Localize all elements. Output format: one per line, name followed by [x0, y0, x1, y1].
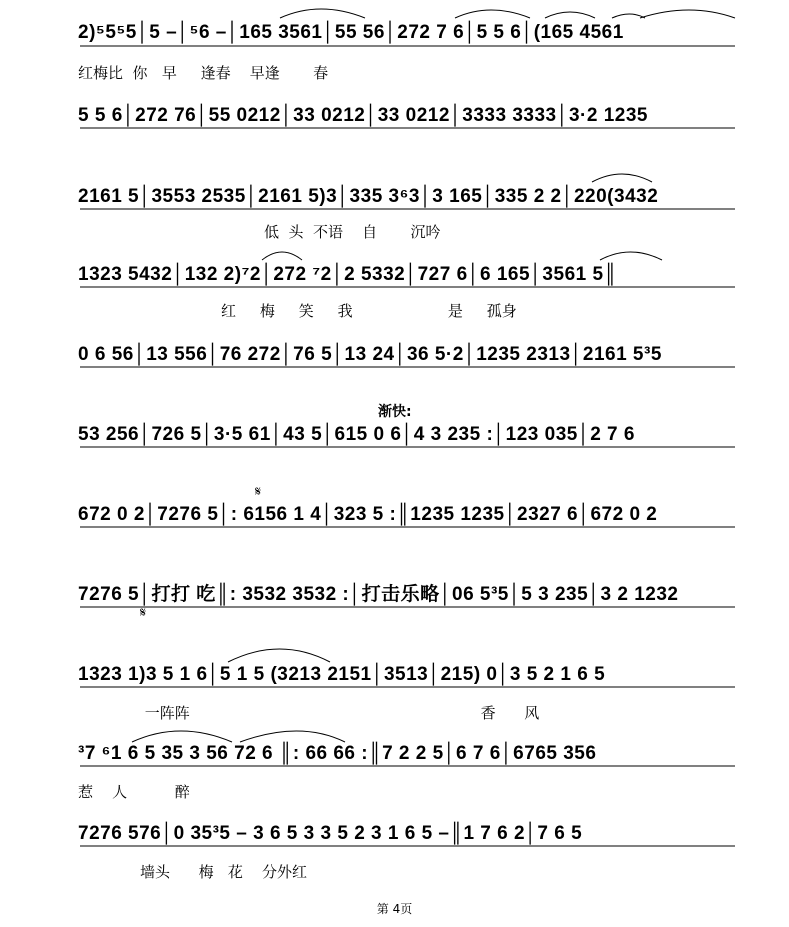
lyrics-line-9: 一阵阵 香 风 — [78, 704, 540, 722]
notation-text: 5 5 6│272 76│55 0212│33 0212│33 0212│3333 3333│3·2 1235 — [78, 105, 648, 126]
lyrics-line-11: 墙头 梅 花 分外红 — [78, 863, 307, 881]
notation-line-6 — [78, 423, 738, 447]
notation-line-5 — [78, 343, 738, 367]
notation-text: 0 6 56│13 556│76 272│76 5│13 24│36 5·2│1235 2313│2161 5³5 — [78, 344, 662, 365]
notation-line-4 — [78, 263, 738, 287]
notation-text: 7276 5│打打 吃║: 3532 3532 :│打击乐略│06 5³5│5 3 235│3 2 1232 — [78, 584, 679, 605]
lyrics-line-3: 低 头 不语 自 沉吟 — [78, 223, 441, 241]
notation-text: 2)⁵5⁵5│5 –│⁵6 –│165 3561│55 56│272 7 6│5 5 6│(165 4561 — [78, 22, 624, 43]
notation-text: ³7 ⁶1 6 5 35 3 56 72 6 ║: 66 66 :║7 2 2 5│6 7 6│6765 356 — [78, 743, 597, 764]
notation-line-7 — [78, 503, 738, 527]
notation-text: 2161 5│3553 2535│2161 5)3│335 3⁶3│3 165│335 2 2│220(3432 — [78, 186, 659, 207]
notation-text: 672 0 2│7276 5│: 6156 1 4│323 5 :║1235 1235│2327 6│672 0 2 — [78, 504, 658, 525]
lyrics-line-10: 惹 人 醉 — [78, 783, 190, 801]
lyrics-line-1: 红梅比 你 早 逢春 早逢 春 — [78, 64, 329, 82]
notation-text: 7276 576│0 35³5 – 3 6 5 3 3 5 2 3 1 6 5 –║1 7 6 2│7 6 5 — [78, 823, 583, 844]
notation-text: 1323 5432│132 2)⁷2│272 ⁷2│2 5332│727 6│6 165│3561 5║ — [78, 264, 618, 285]
segno-sign-icon: 𝄋 — [255, 483, 262, 499]
notation-line-1 — [78, 21, 738, 45]
notation-text: 53 256│726 5│3·5 61│43 5│615 0 6│4 3 235 :│123 035│2 7 6 — [78, 424, 635, 445]
notation-line-11 — [78, 822, 738, 846]
segno-sign-icon: 𝄋 — [140, 604, 147, 620]
tempo-marking: 渐快: — [378, 404, 412, 420]
notation-line-10 — [78, 742, 738, 766]
notation-line-8 — [78, 583, 738, 607]
lyrics-line-4: 红 梅 笑 我 是 孤身 — [78, 302, 517, 320]
notation-line-2 — [78, 104, 738, 128]
notation-text: 1323 1)3 5 1 6│5 1 5 (3213 2151│3513│215) 0│3 5 2 1 6 5 — [78, 664, 606, 685]
page-number: 第 4页 — [376, 902, 413, 916]
notation-line-9 — [78, 663, 738, 687]
notation-line-3 — [78, 185, 738, 209]
